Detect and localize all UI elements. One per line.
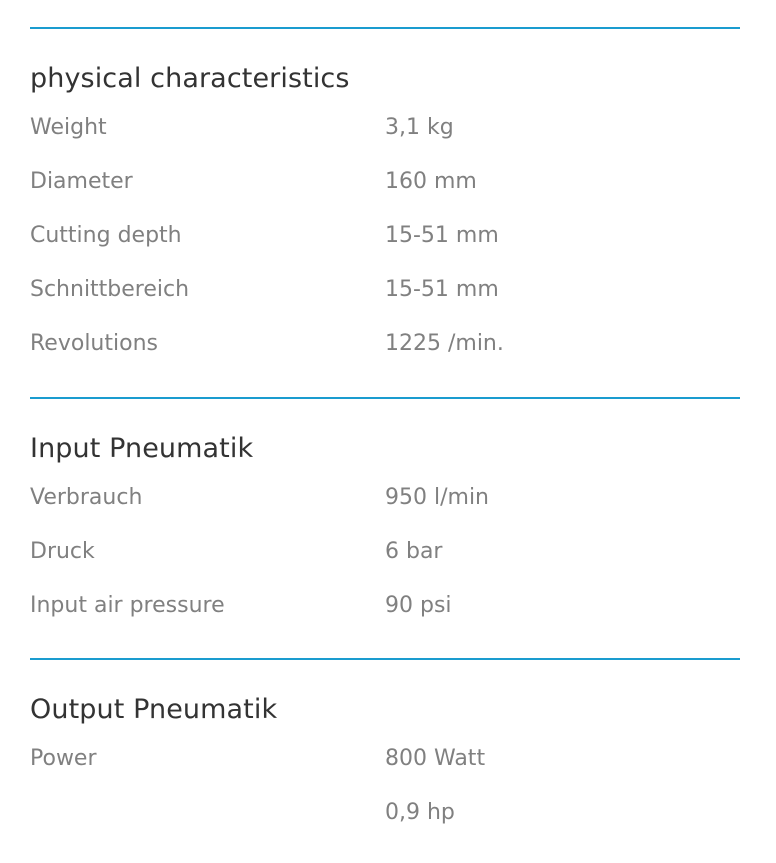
spec-row-diameter: [30, 161, 740, 215]
spec-label: Diameter: [30, 169, 133, 194]
spec-row-schnittbereich: [30, 269, 740, 323]
section-physical-characteristics: [30, 27, 740, 397]
spec-label: Druck: [30, 539, 95, 564]
spec-row-cutting-depth: [30, 215, 740, 269]
spec-label: [30, 792, 385, 798]
spec-value: 3,1 kg: [385, 115, 454, 140]
section-title: Input Pneumatik: [30, 433, 254, 464]
spec-rows: [30, 477, 740, 639]
section-title: physical characteristics: [30, 63, 350, 94]
spec-row-weight: [30, 107, 740, 161]
spec-value: 950 l/min: [385, 485, 489, 510]
spec-value: 1225 /min.: [385, 331, 504, 356]
section-output-pneumatik: [30, 658, 740, 860]
spec-row-revolutions: [30, 323, 740, 377]
spec-sheet: [30, 0, 740, 860]
spec-row-power-hp: [30, 792, 740, 846]
spec-rows: [30, 107, 740, 377]
spec-value: 0,9 hp: [385, 800, 455, 825]
spec-label: Power: [30, 746, 97, 771]
spec-label: Revolutions: [30, 331, 158, 356]
spec-value: 6 bar: [385, 539, 443, 564]
spec-label: Weight: [30, 115, 107, 140]
section-title: Output Pneumatik: [30, 694, 278, 725]
spec-value: 90 psi: [385, 593, 452, 618]
spec-label: Cutting depth: [30, 223, 182, 248]
spec-value: 160 mm: [385, 169, 477, 194]
spec-row-verbrauch: [30, 477, 740, 531]
spec-label: Schnittbereich: [30, 277, 190, 302]
section-input-pneumatik: [30, 397, 740, 658]
spec-row-input-air-pressure: [30, 585, 740, 639]
spec-row-power: [30, 738, 740, 792]
spec-value: 800 Watt: [385, 746, 486, 771]
spec-row-druck: [30, 531, 740, 585]
spec-value: 15-51 mm: [385, 277, 499, 302]
spec-value: 15-51 mm: [385, 223, 499, 248]
spec-label: Verbrauch: [30, 485, 143, 510]
spec-rows: [30, 738, 740, 846]
spec-label: Input air pressure: [30, 593, 225, 618]
